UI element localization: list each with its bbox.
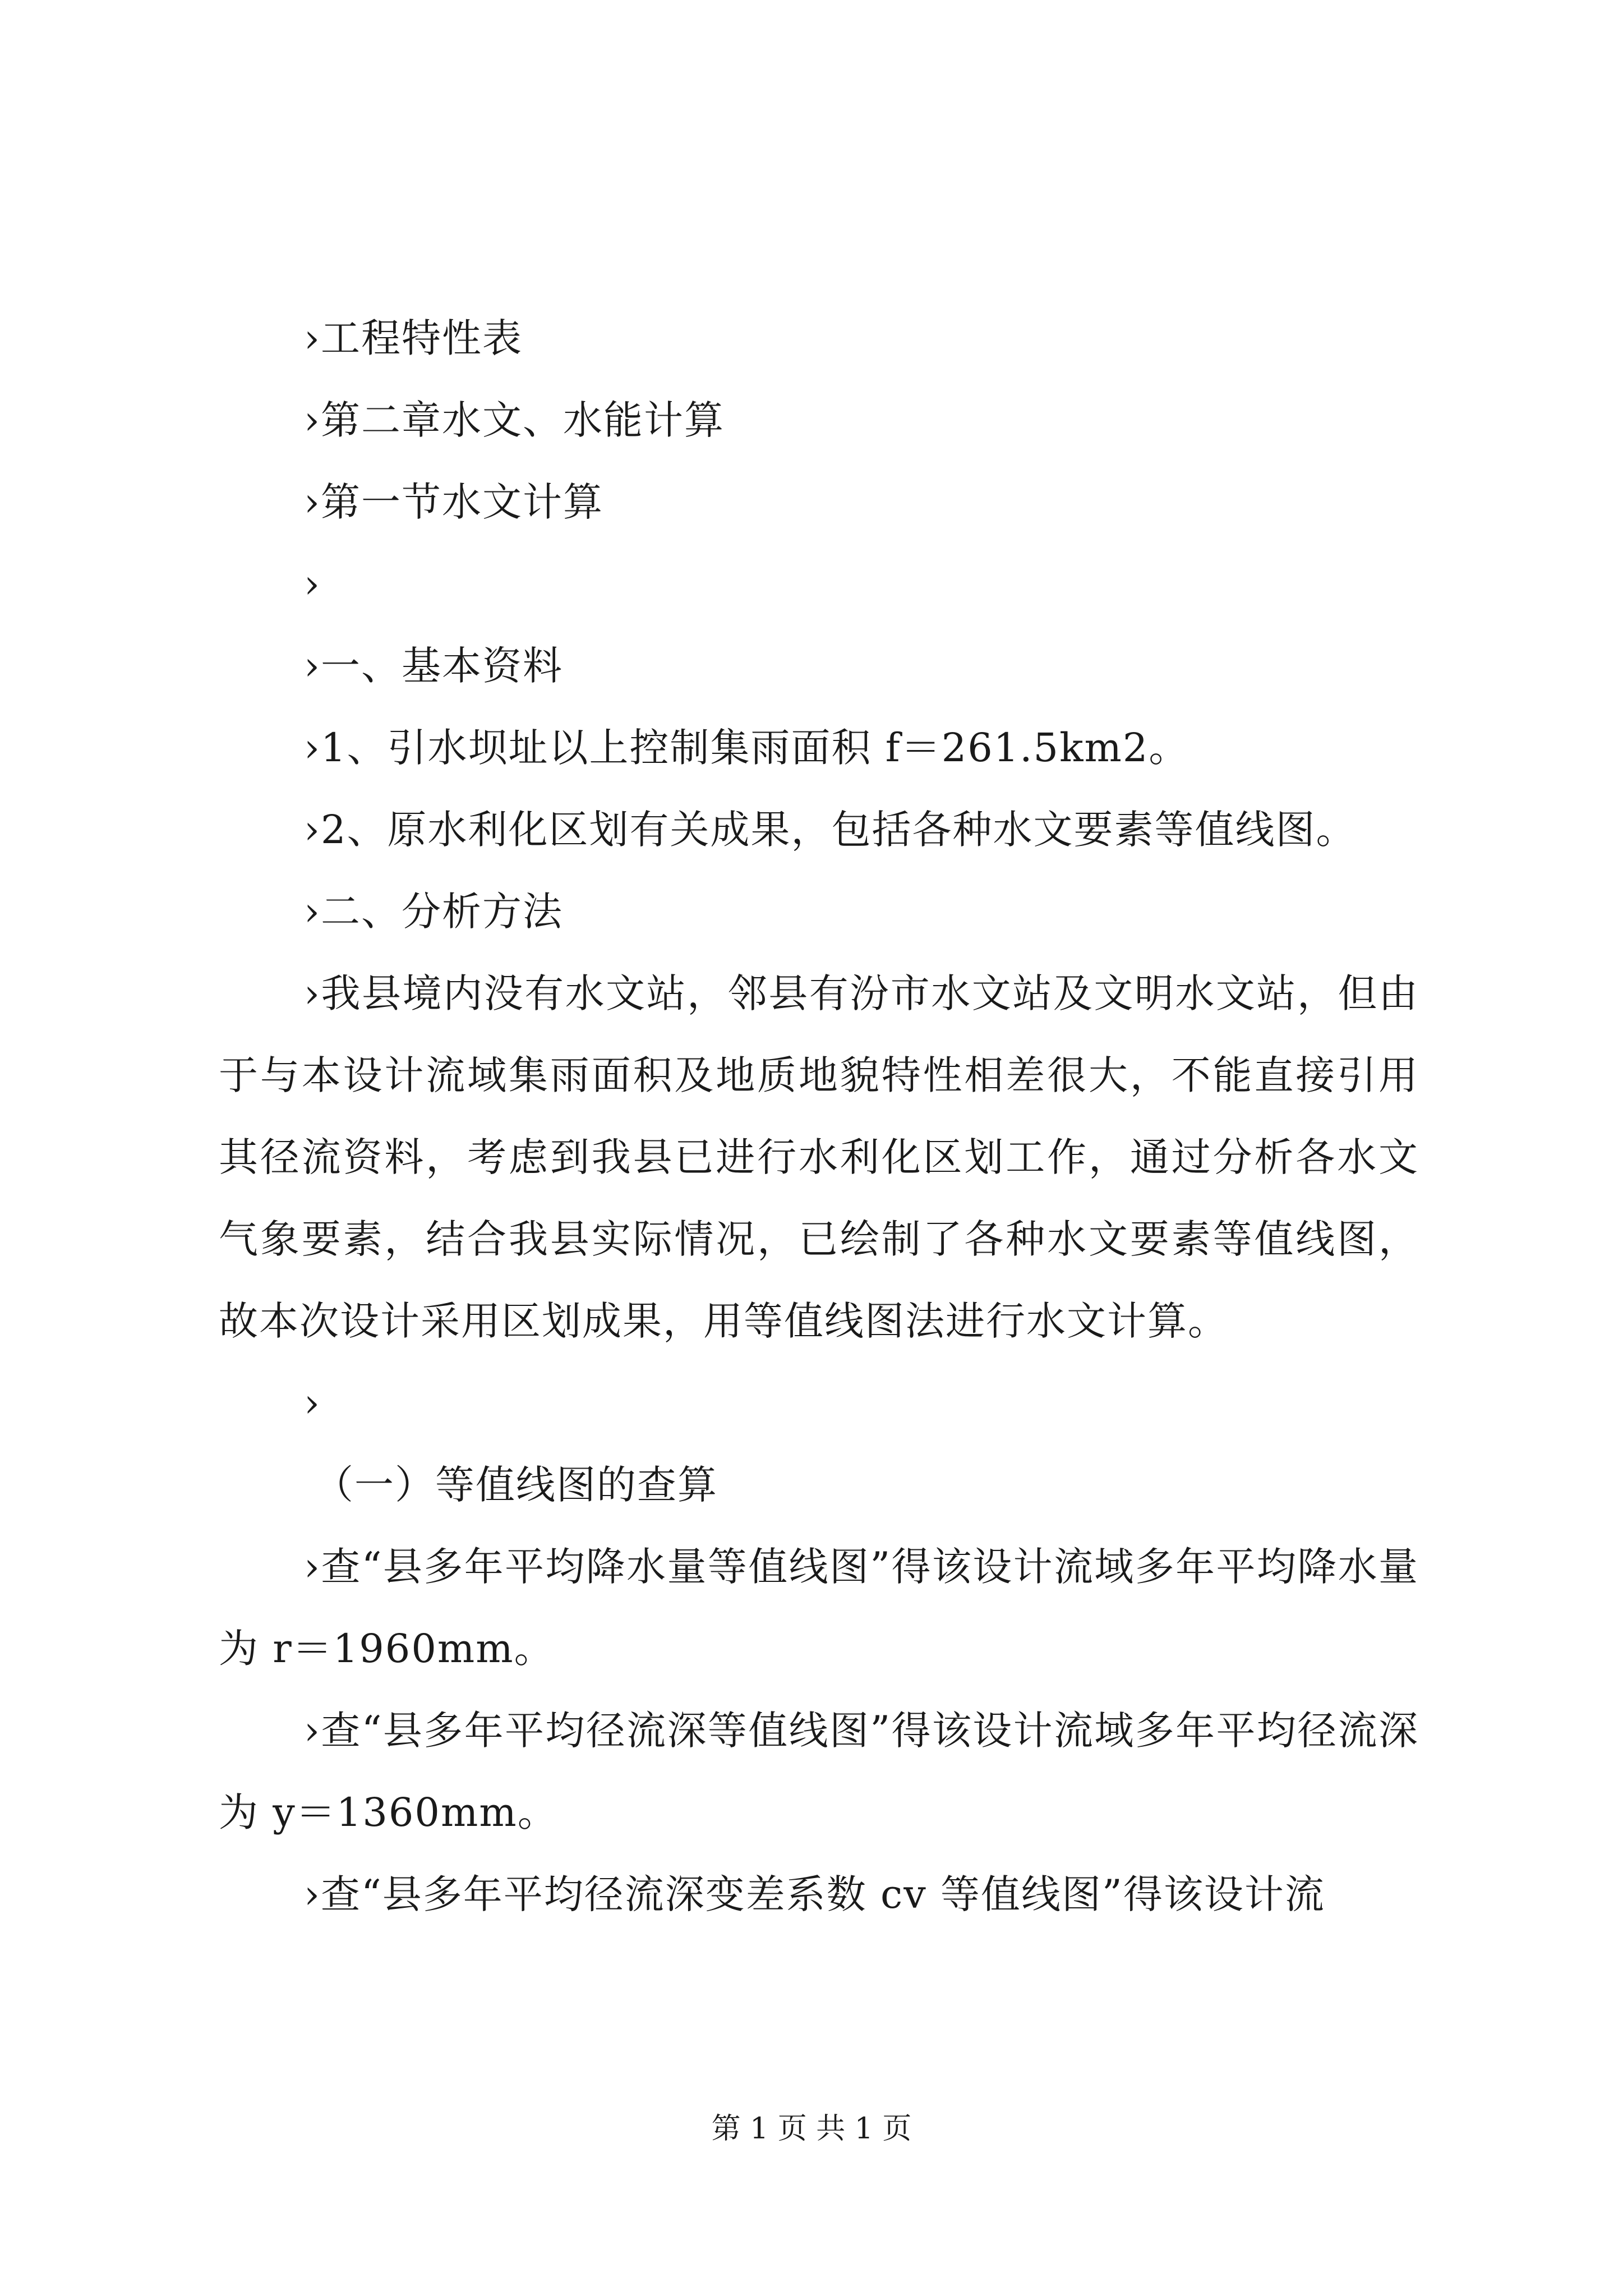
document-body [219,297,1419,1935]
item-catchment-area: ›1、引水坝址以上控制集雨面积 f＝261.5km2。 [304,725,1189,771]
item-zoning-results: ›2、原水利化区划有关成果，包括各种水文要素等值线图。 [304,807,1357,853]
heading-analysis-method: ›二、分析方法 [304,889,563,935]
paragraph-runoff: ›查“县多年平均径流深等值线图”得该设计流域多年平均径流深为 y＝1360mm。 [219,1708,1419,1835]
blank-marker-line-2: › [304,1380,321,1426]
paragraph-analysis: ›我县境内没有水文站，邻县有汾市水文站及文明水文站，但由于与本设计流域集雨面积及地质地貌特性相差很大，不能直接引用其径流资料，考虑到我县已进行水利化区划工作，通过分析各水文气象要素，结合我县实际情况，已绘制了各种水文要素等值线图，故本次设计采用区划成果，用等值线图法进行水文计算。 [219,970,1419,1344]
heading-project-table: ›工程特性表 [304,315,523,361]
subheading-isoline-lookup: （一）等值线图的查算 [314,1462,718,1508]
paragraph-rainfall: ›查“县多年平均降水量等值线图”得该设计流域多年平均降水量为 r＝1960mm。 [219,1544,1419,1672]
paragraph-cv: ›查“县多年平均径流深变差系数 cv 等值线图”得该设计流 [304,1871,1325,1917]
blank-marker-line: › [304,561,321,607]
page-footer: 第 1 页 共 1 页 [711,2112,912,2146]
heading-chapter-two: ›第二章水文、水能计算 [304,397,725,443]
heading-basic-data: ›一、基本资料 [304,643,563,689]
heading-section-one: ›第一节水文计算 [304,479,603,525]
